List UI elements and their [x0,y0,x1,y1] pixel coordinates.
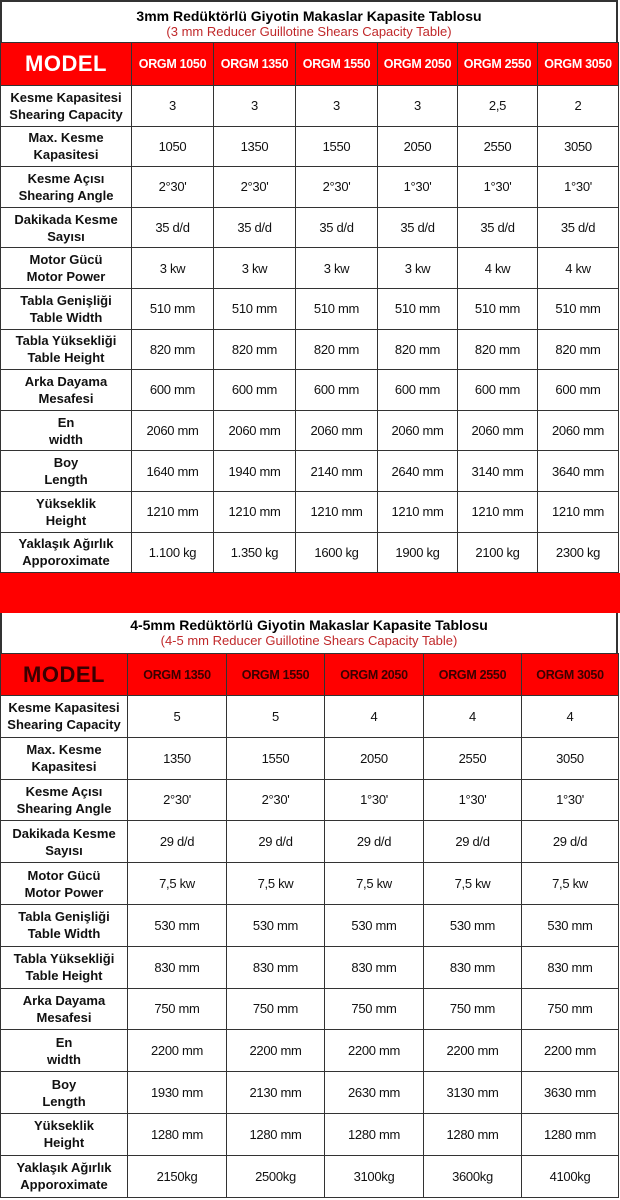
row-label [1,451,132,492]
table-cell: 2°30' [132,167,214,208]
table-cell: 2200 mm [227,1030,325,1072]
table-cell: 1°30' [378,167,458,208]
row-label-tr: Yükseklik [36,495,96,511]
table-cell: 2°30' [214,167,296,208]
table-row [1,207,619,248]
row-label [1,904,128,946]
table2-header-row [1,654,619,696]
table-cell: 2140 mm [296,451,378,492]
table-cell: 510 mm [296,288,378,329]
table-cell: 2060 mm [458,410,538,451]
table-cell: 830 mm [522,946,619,988]
table-cell: 530 mm [128,904,227,946]
table-cell: 2060 mm [296,410,378,451]
table-cell: 29 d/d [424,821,522,863]
table1-title: 3mm Redüktörlü Giyotin Makaslar Kapasite Tablosu [136,8,482,24]
table-cell: 2060 mm [378,410,458,451]
table-cell: 2060 mm [538,410,619,451]
row-label-tr: Max. Kesme [26,742,102,758]
table-row [1,167,619,208]
table-cell: 4 [325,696,424,738]
row-label [1,207,132,248]
row-label [1,1113,128,1155]
table-row [1,1155,619,1197]
table-row [1,86,619,127]
row-label [1,1155,128,1197]
table-row [1,946,619,988]
row-label-en: Kapasitesi [31,759,97,775]
table-cell: 600 mm [296,370,378,411]
row-label [1,863,128,905]
row-label-en: Length [42,1093,86,1109]
table-cell: 3 [132,86,214,127]
row-label-tr: Arka Dayama [22,992,106,1008]
table-row [1,1030,619,1072]
table-cell: 2°30' [296,167,378,208]
table-cell: 1280 mm [128,1113,227,1155]
table-row [1,737,619,779]
table-row [1,126,619,167]
table-cell: 820 mm [132,329,214,370]
row-label [1,491,132,532]
table-cell: 1050 [132,126,214,167]
row-label-tr: Tabla Yüksekliği [13,951,115,967]
table-cell: 510 mm [214,288,296,329]
table-cell: 530 mm [227,904,325,946]
table2-model-column-header: ORGM 2050 [325,654,424,696]
table-cell: 530 mm [424,904,522,946]
table-cell: 1600 kg [296,532,378,573]
row-label-tr: Boy [53,455,79,471]
table-cell: 3140 mm [458,451,538,492]
table-cell: 1550 [296,126,378,167]
table-cell: 1940 mm [214,451,296,492]
table-cell: 830 mm [424,946,522,988]
table-cell: 35 d/d [538,207,619,248]
table-cell: 2060 mm [214,410,296,451]
row-label-tr: Tabla Genişliği [18,909,110,925]
table-cell: 1930 mm [128,1072,227,1114]
table-cell: 29 d/d [522,821,619,863]
table-cell: 3 [214,86,296,127]
row-label-en: Sayısı [45,842,83,858]
row-label-en: Motor Power [26,269,106,285]
table-cell: 1°30' [538,167,619,208]
table-cell: 1550 [227,737,325,779]
table-cell: 1210 mm [458,491,538,532]
table-cell: 3 [296,86,378,127]
row-label-en: Length [44,472,88,488]
row-label-en: Table Width [29,309,103,325]
table-cell: 750 mm [325,988,424,1030]
table2-subtitle: (4-5 mm Reducer Guillotine Shears Capacity Table) [160,633,458,648]
row-label [1,167,132,208]
row-label-tr: En [55,1034,73,1050]
table-cell: 35 d/d [378,207,458,248]
row-label-tr: Kesme Açısı [27,170,105,186]
table1-model-column-header: ORGM 1050 [132,43,214,86]
row-label-tr: Dakikada Kesme [12,825,116,841]
table-row [1,451,619,492]
table-cell: 35 d/d [296,207,378,248]
row-label-tr: Dakikada Kesme [14,211,118,227]
table-cell: 3 kw [214,248,296,289]
table-cell: 3600kg [424,1155,522,1197]
row-label-en: width [47,1051,81,1067]
table-cell: 3640 mm [538,451,619,492]
row-label-en: Table Height [27,350,105,366]
table-row [1,248,619,289]
row-label [1,779,128,821]
table-cell: 830 mm [325,946,424,988]
table-cell: 3630 mm [522,1072,619,1114]
row-label [1,370,132,411]
table-row [1,821,619,863]
table-cell: 1°30' [522,779,619,821]
table-cell: 820 mm [458,329,538,370]
row-label [1,126,132,167]
table-cell: 35 d/d [132,207,214,248]
table-cell: 2550 [458,126,538,167]
table-cell: 2°30' [227,779,325,821]
row-label-tr: Motor Gücü [27,867,101,883]
table-cell: 7,5 kw [325,863,424,905]
table1-capacity-table [0,42,619,573]
table-row [1,863,619,905]
table-cell: 1°30' [458,167,538,208]
table1-model-column-header: ORGM 3050 [538,43,619,86]
table-row [1,410,619,451]
row-label-en: Mesafesi [38,390,94,406]
table-cell: 530 mm [325,904,424,946]
table-cell: 7,5 kw [522,863,619,905]
table1-header-row [1,43,619,86]
row-label-tr: Max. Kesme [28,130,104,146]
table-cell: 4100kg [522,1155,619,1197]
table-cell: 510 mm [132,288,214,329]
table-cell: 3100kg [325,1155,424,1197]
table2-model-column-header: ORGM 2550 [424,654,522,696]
table2-title: 4-5mm Redüktörlü Giyotin Makaslar Kapasite Tablosu [130,617,488,633]
table-row [1,491,619,532]
row-label-tr: Boy [51,1076,77,1092]
row-label-en: Kapasitesi [33,147,99,163]
table-row [1,988,619,1030]
row-label-en: Height [43,1135,85,1151]
table-cell: 1280 mm [424,1113,522,1155]
table-cell: 750 mm [424,988,522,1030]
table-cell: 7,5 kw [128,863,227,905]
table-cell: 600 mm [458,370,538,411]
table-cell: 2050 [378,126,458,167]
row-label-en: Apporoximate [20,1177,108,1193]
row-label-tr: Tabla Yüksekliği [15,333,117,349]
row-label-en: Shearing Angle [18,187,114,203]
table-cell: 830 mm [227,946,325,988]
row-label [1,946,128,988]
table-cell: 5 [227,696,325,738]
table-cell: 3050 [538,126,619,167]
table-cell: 2550 [424,737,522,779]
table1-model-column-header: ORGM 2550 [458,43,538,86]
table-cell: 600 mm [214,370,296,411]
table-cell: 820 mm [214,329,296,370]
table-cell: 750 mm [522,988,619,1030]
table-cell: 4 kw [538,248,619,289]
table-cell: 2640 mm [378,451,458,492]
row-label [1,696,128,738]
table-row [1,370,619,411]
table2-model-column-header: ORGM 1550 [227,654,325,696]
table1-model-column-header: ORGM 1550 [296,43,378,86]
table-cell: 1350 [214,126,296,167]
row-label-en: Sayısı [47,228,85,244]
table-row [1,288,619,329]
table-cell: 1350 [128,737,227,779]
table-row [1,329,619,370]
row-label-tr: Yükseklik [34,1118,94,1134]
row-label-tr: Yaklaşık Ağırlık [18,536,114,552]
table-cell: 530 mm [522,904,619,946]
table-cell: 510 mm [538,288,619,329]
table-cell: 1280 mm [325,1113,424,1155]
table-cell: 1280 mm [227,1113,325,1155]
table-row [1,1113,619,1155]
table-cell: 7,5 kw [424,863,522,905]
table-cell: 830 mm [128,946,227,988]
red-separator-band [0,573,620,613]
table-row [1,779,619,821]
table-row [1,532,619,573]
table-row [1,696,619,738]
table-cell: 2300 kg [538,532,619,573]
table-cell: 2,5 [458,86,538,127]
table-cell: 29 d/d [325,821,424,863]
table-cell: 510 mm [378,288,458,329]
table2-title-block [0,613,618,653]
row-label [1,821,128,863]
table-cell: 1640 mm [132,451,214,492]
table-cell: 1210 mm [538,491,619,532]
table-cell: 2200 mm [424,1030,522,1072]
table1-model-column-header: ORGM 2050 [378,43,458,86]
table-cell: 820 mm [378,329,458,370]
table-cell: 3050 [522,737,619,779]
table-cell: 2050 [325,737,424,779]
table-cell: 1.100 kg [132,532,214,573]
table-cell: 5 [128,696,227,738]
table-cell: 2°30' [128,779,227,821]
row-label [1,410,132,451]
table-cell: 820 mm [538,329,619,370]
table-cell: 29 d/d [227,821,325,863]
table-row [1,904,619,946]
table-cell: 600 mm [378,370,458,411]
table-cell: 750 mm [128,988,227,1030]
table-cell: 510 mm [458,288,538,329]
table-cell: 3 [378,86,458,127]
row-label [1,737,128,779]
row-label-en: Height [45,512,87,528]
table-cell: 2500kg [227,1155,325,1197]
table-cell: 1280 mm [522,1113,619,1155]
table-cell: 1210 mm [296,491,378,532]
table-cell: 820 mm [296,329,378,370]
table-cell: 2060 mm [132,410,214,451]
row-label [1,1072,128,1114]
table-cell: 4 kw [458,248,538,289]
row-label [1,288,132,329]
row-label-en: Table Height [25,968,103,984]
row-label-tr: Motor Gücü [29,252,103,268]
table-cell: 3 kw [378,248,458,289]
table-cell: 600 mm [132,370,214,411]
table-cell: 750 mm [227,988,325,1030]
row-label-en: Motor Power [24,884,104,900]
table-cell: 2200 mm [128,1030,227,1072]
row-label [1,1030,128,1072]
table1-subtitle: (3 mm Reducer Guillotine Shears Capacity Table) [166,24,452,39]
table-cell: 1210 mm [132,491,214,532]
table-cell: 4 [522,696,619,738]
table2-model-header: MODEL [1,654,128,696]
row-label-en: width [49,431,83,447]
row-label-tr: Yaklaşık Ağırlık [16,1160,112,1176]
table-cell: 35 d/d [458,207,538,248]
row-label-tr: Kesme Açısı [25,783,103,799]
table-cell: 2630 mm [325,1072,424,1114]
table2-model-column-header: ORGM 1350 [128,654,227,696]
row-label [1,86,132,127]
table-cell: 3 kw [132,248,214,289]
table2-model-column-header: ORGM 3050 [522,654,619,696]
table-cell: 1900 kg [378,532,458,573]
row-label-en: Shearing Angle [16,800,112,816]
row-label-tr: En [57,414,75,430]
row-label-en: Shearing Capacity [9,106,123,122]
row-label-tr: Kesme Kapasitesi [10,89,122,105]
table-cell: 2130 mm [227,1072,325,1114]
table-cell: 2150kg [128,1155,227,1197]
table-cell: 4 [424,696,522,738]
row-label [1,988,128,1030]
row-label-tr: Arka Dayama [24,373,108,389]
row-label [1,532,132,573]
table-cell: 7,5 kw [227,863,325,905]
table1-model-header: MODEL [1,43,132,86]
table-cell: 2100 kg [458,532,538,573]
row-label [1,248,132,289]
row-label-en: Mesafesi [36,1009,92,1025]
table-cell: 1.350 kg [214,532,296,573]
table1-model-column-header: ORGM 1350 [214,43,296,86]
row-label-tr: Tabla Genişliği [20,292,112,308]
row-label [1,329,132,370]
table-cell: 600 mm [538,370,619,411]
row-label-en: Table Width [27,926,101,942]
table2-capacity-table [0,653,619,1198]
table-cell: 1210 mm [378,491,458,532]
table-cell: 3 kw [296,248,378,289]
table-cell: 1210 mm [214,491,296,532]
table1-title-block [0,0,618,42]
table-cell: 2200 mm [325,1030,424,1072]
table-cell: 35 d/d [214,207,296,248]
table-cell: 2200 mm [522,1030,619,1072]
table-cell: 3130 mm [424,1072,522,1114]
table-cell: 1°30' [325,779,424,821]
table-cell: 1°30' [424,779,522,821]
row-label-en: Shearing Capacity [7,717,121,733]
table-cell: 29 d/d [128,821,227,863]
table-row [1,1072,619,1114]
row-label-tr: Kesme Kapasitesi [8,700,120,716]
row-label-en: Apporoximate [22,553,110,569]
table-cell: 2 [538,86,619,127]
